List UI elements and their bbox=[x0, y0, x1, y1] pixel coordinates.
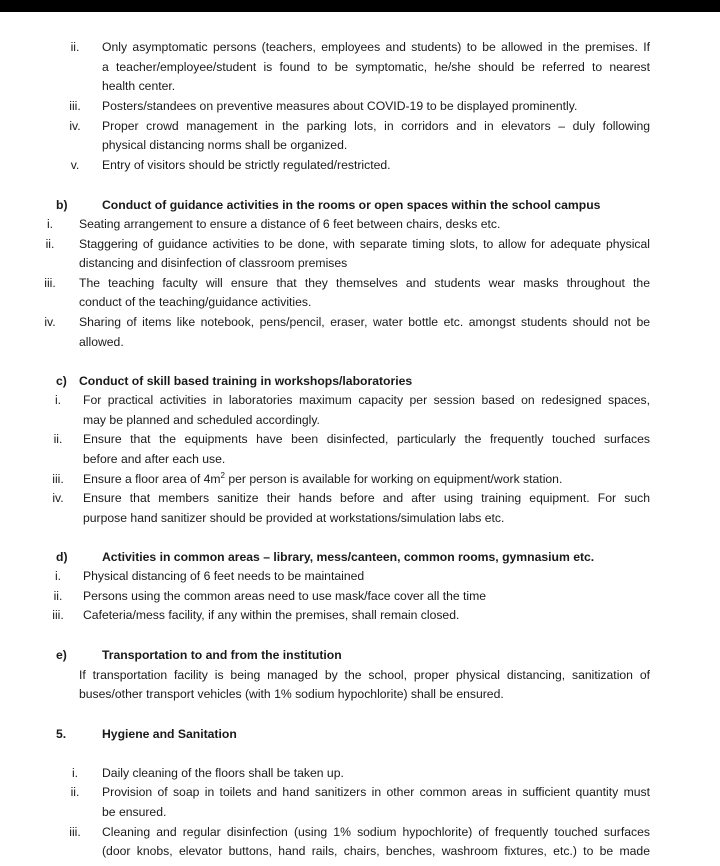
section-heading: Conduct of skill based training in workshops/laboratories bbox=[79, 374, 413, 388]
section-heading: Conduct of guidance activities in the rooms or open spaces within the school campus bbox=[102, 198, 601, 212]
list-item-line: Ensure that the equipments have been disinfected, particularly the frequently touched surfaces bbox=[83, 432, 650, 446]
top-black-bar bbox=[0, 0, 720, 12]
list-item-line: Cafeteria/mess facility, if any within the premises, shall remain closed. bbox=[83, 608, 460, 622]
list-item-line: a teacher/employee/student is found to be symptomatic, he/she should be referred to nearest bbox=[102, 60, 650, 74]
list-item-line: Provision of soap in toilets and hand sanitizers in other common areas in sufficient quantity must bbox=[102, 785, 650, 799]
list-item-line: Ensure a floor area of $4m^2$ per person is available for working on equipment/work station. bbox=[83, 471, 563, 486]
list-number: iv. bbox=[52, 491, 64, 505]
section-label: e) bbox=[56, 648, 67, 662]
list-item-line: health center. bbox=[102, 79, 176, 93]
list-number: iii. bbox=[44, 276, 56, 290]
list-number: iv. bbox=[44, 315, 56, 329]
section-label: 5. bbox=[56, 727, 67, 741]
list-item-line: Proper crowd management in the parking lots, in corridors and in elevators – duly following bbox=[102, 119, 650, 133]
list-item-line: Staggering of guidance activities to be done, with separate timing slots, to allow for adequate physical bbox=[79, 237, 650, 251]
list-number: v. bbox=[70, 158, 80, 172]
list-number: iii. bbox=[69, 825, 81, 839]
list-item-line: Posters/standees on preventive measures about COVID-19 to be displayed prominently. bbox=[102, 99, 578, 113]
section-label: c) bbox=[56, 374, 67, 388]
list-number: i. bbox=[54, 393, 62, 407]
list-number: i. bbox=[54, 569, 62, 583]
list-item-line: distancing and disinfection of classroom premises bbox=[79, 256, 348, 270]
list-number: ii. bbox=[53, 589, 63, 603]
list-item-line: Daily cleaning of the floors shall be taken up. bbox=[102, 766, 344, 780]
section-label: d) bbox=[56, 550, 68, 564]
list-item-line: before and after each use. bbox=[83, 452, 226, 466]
list-item-line: Persons using the common areas need to use mask/face cover all the time bbox=[83, 589, 487, 603]
section-heading: Hygiene and Sanitation bbox=[102, 727, 237, 741]
list-number: iii. bbox=[69, 99, 81, 113]
list-number: i. bbox=[46, 217, 54, 231]
section-label: b) bbox=[56, 198, 68, 212]
list-item-line: be ensured. bbox=[102, 805, 167, 819]
list-number: ii. bbox=[70, 785, 80, 799]
list-number: iii. bbox=[52, 472, 64, 486]
list-item-line: purpose hand sanitizer should be provided at workstations/simulation labs etc. bbox=[83, 511, 505, 525]
paragraph-line: If transportation facility is being managed by the school, proper physical distancing, sanitization of bbox=[79, 668, 650, 682]
list-item-line: Entry of visitors should be strictly regulated/restricted. bbox=[102, 158, 391, 172]
list-number: ii. bbox=[53, 432, 63, 446]
list-item-line: Only asymptomatic persons (teachers, employees and students) to be allowed in the premises. If bbox=[102, 40, 650, 54]
list-number: ii. bbox=[70, 40, 80, 54]
section-heading: Transportation to and from the institution bbox=[102, 648, 342, 662]
list-item-line: allowed. bbox=[79, 335, 124, 349]
list-number: iv. bbox=[69, 119, 81, 133]
section-heading: Activities in common areas – library, mess/canteen, common rooms, gymnasium etc. bbox=[102, 550, 595, 564]
list-item-line: The teaching faculty will ensure that they themselves and students wear masks throughout the bbox=[79, 276, 650, 290]
list-item-line: Cleaning and regular disinfection (using 1% sodium hypochlorite) of frequently touched surfaces bbox=[102, 825, 650, 839]
list-item-line: Physical distancing of 6 feet needs to be maintained bbox=[83, 569, 365, 583]
list-number: ii. bbox=[45, 237, 55, 251]
list-item-line: may be planned and scheduled accordingly. bbox=[83, 413, 320, 427]
list-item-line: For practical activities in laboratories maximum capacity per session based on redesigned spaces, bbox=[83, 393, 650, 407]
list-number: i. bbox=[71, 766, 79, 780]
list-item-line: (door knobs, elevator buttons, hand rails, chairs, benches, washroom fixtures, etc.) to be made bbox=[102, 844, 650, 858]
paragraph-line: buses/other transport vehicles (with 1% sodium hypochlorite) shall be ensured. bbox=[79, 687, 504, 701]
list-item-line: conduct of the teaching/guidance activities. bbox=[79, 295, 312, 309]
list-item-line: Ensure that members sanitize their hands before and after using training equipment. For such bbox=[83, 491, 650, 505]
list-number: iii. bbox=[52, 608, 64, 622]
list-item-line: Seating arrangement to ensure a distance of 6 feet between chairs, desks etc. bbox=[79, 217, 501, 231]
list-item-line: physical distancing norms shall be organized. bbox=[102, 138, 348, 152]
list-item-line: Sharing of items like notebook, pens/pencil, eraser, water bottle etc. amongst students should not be bbox=[79, 315, 650, 329]
